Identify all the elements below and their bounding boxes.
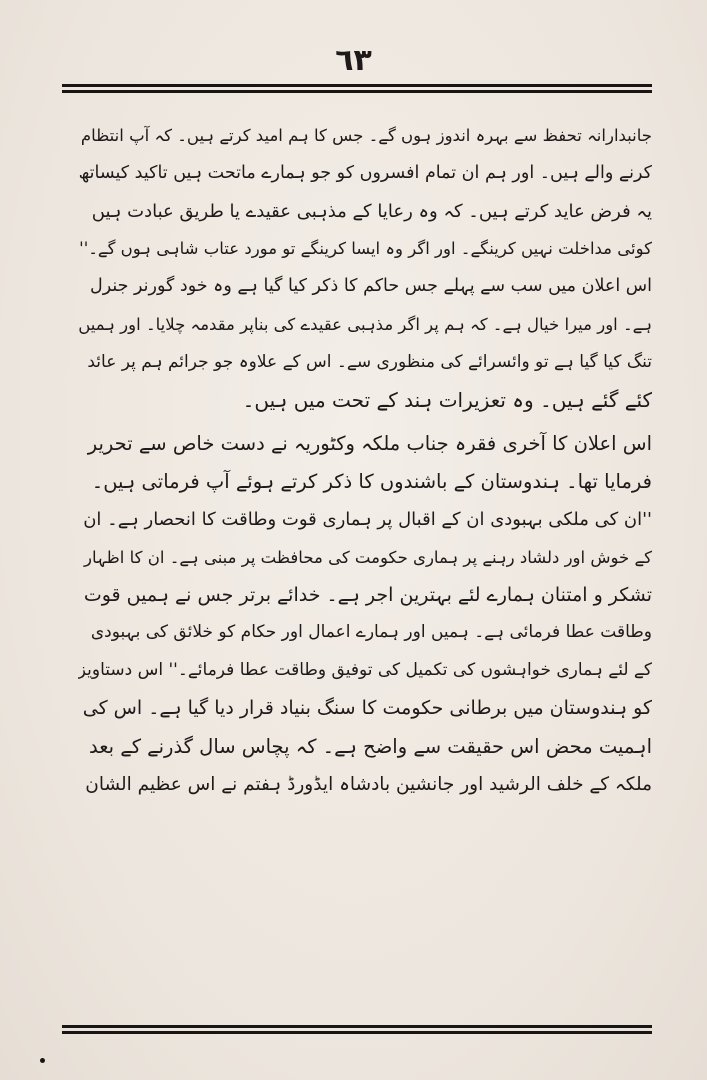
text-line: فرمایا تھا۔ ہندوستان کے باشندوں کا ذکر کرتے ہوئے آپ فرماتی ہیں۔ [91,470,652,494]
text-line: جانبدارانہ تحفظ سے بہرہ اندوز ہوں گے۔ جس کا ہم امید کرتے ہیں۔ کہ آپ انتظام [80,126,652,145]
text-line: کرنے والے ہیں۔ اور ہم ان تمام افسروں کو جو ہمارے ماتحت ہیں تاکید کیساتھ [78,162,652,183]
rule-line [62,1025,652,1028]
rule-line [62,1031,652,1034]
rule-line [62,84,652,87]
text-line: کے خوش اور دلشاد رہنے پر ہماری حکومت کی محافظت پر مبنی ہے۔ ان کا اظہار [84,547,652,567]
text-line: کو ہندوستان میں برطانی حکومت کا سنگ بنیاد قرار دیا گیا ہے۔ اس کی [82,696,652,719]
text-line: ملکہ کے خلف الرشید اور جانشین بادشاہ ایڈورڈ ہفتم نے اس عظیم الشان [85,773,652,795]
text-line: کے لئے ہماری خواہشوں کی تکمیل کی توفیق وطاقت عطا فرمائے۔'' اس دستاویز [78,660,652,681]
text-line: اس اعلان میں سب سے پہلے جس حاکم کا ذکر کیا گیا ہے وہ خود گورنر جنرل [89,276,652,297]
text-line: تنگ کیا گیا ہے تو وائسرائے کی منظوری سے۔ اس کے علاوہ جو جرائم ہم پر عائد [87,351,652,372]
text-line: کئے گئے ہیں۔ وہ تعزیرات ہند کے تحت میں ہیں۔ [242,387,652,412]
ink-dot [40,1058,45,1063]
text-line: اہمیت محض اس حقیقت سے واضح ہے۔ کہ پچاس سال گذرنے کے بعد [89,734,652,758]
text-line: یہ فرض عاید کرتے ہیں۔ کہ وہ رعایا کے مذہبی عقیدے یا طریق عبادت ہیں [91,200,652,222]
text-line: ہے۔ اور میرا خیال ہے۔ کہ ہم پر اگر مذہبی عقیدے کی بناپر مقدمہ چلایا۔ اور ہمیں [78,314,652,334]
rule-line [62,90,652,93]
body-text [78,117,652,1017]
text-line: اس اعلان کا آخری فقرہ جناب ملکہ وکٹوریہ نے دست خاص سے تحریر [87,432,652,456]
text-line: ''ان کی ملکی بہبودی ان کے اقبال پر ہماری قوت وطاقت کا انحصار ہے۔ ان [83,508,652,530]
text-line: وطاقت عطا فرمائی ہے۔ ہمیں اور ہمارے اعمال اور حکام کو خلائق کی بہبودی [90,622,652,643]
page-number: ٦٣ [335,43,372,78]
top-double-rule [62,84,652,96]
text-line: کوئی مداخلت نہیں کرینگے۔ اور اگر وہ ایسا کرینگے تو مورد عتاب شاہی ہوں گے۔'' [79,239,652,259]
text-line: تشکر و امتنان ہمارے لئے بہترین اجر ہے۔ خدائے برتر جس نے ہمیں قوت [83,583,652,606]
bottom-double-rule [62,1025,652,1037]
